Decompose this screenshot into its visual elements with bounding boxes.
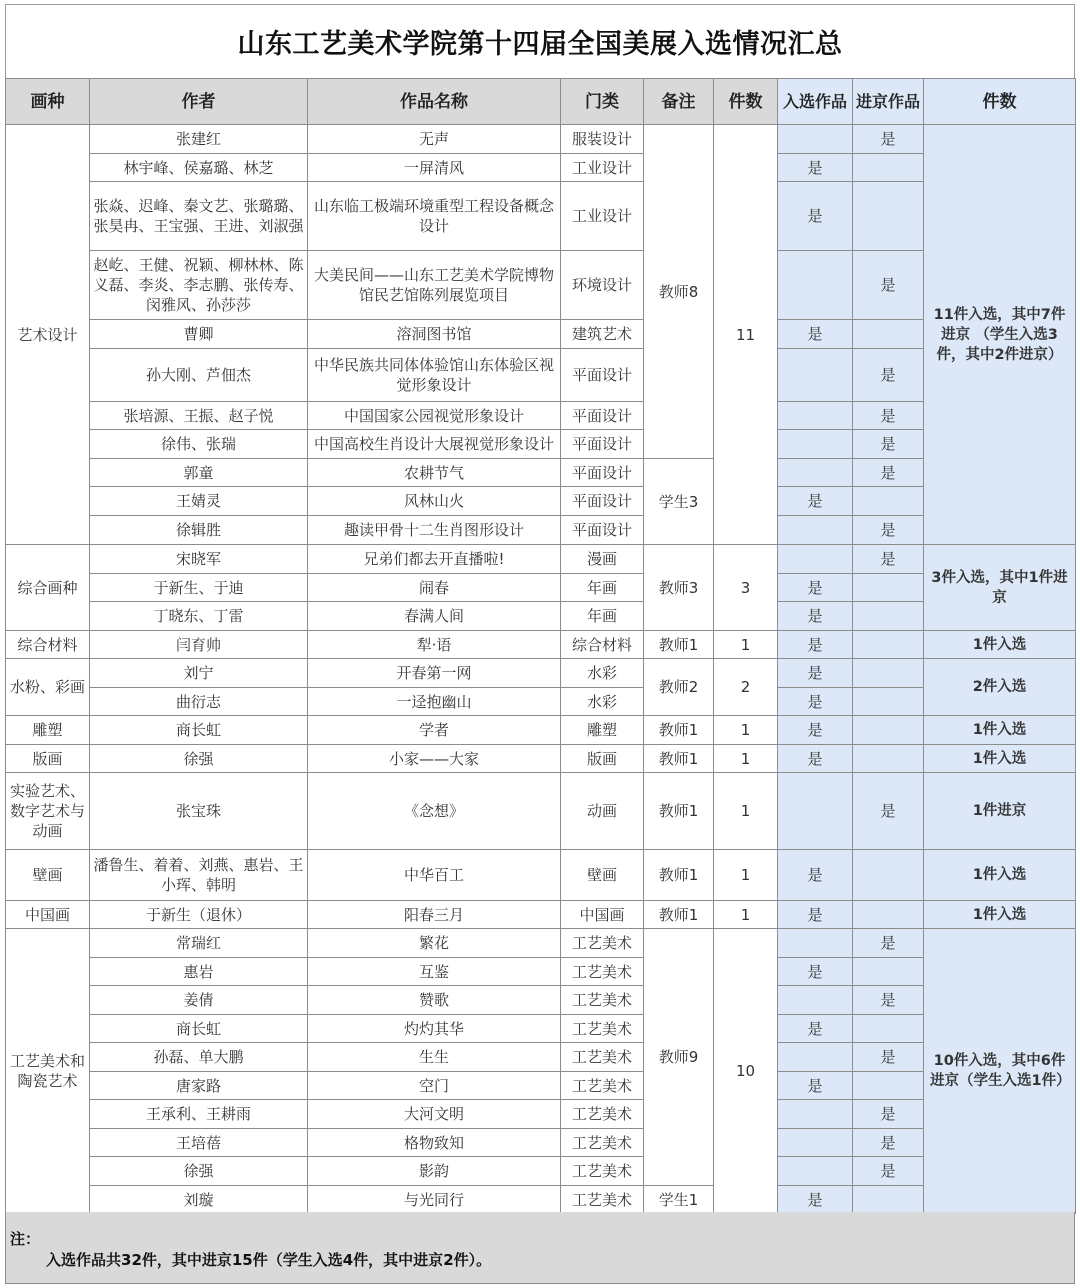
remark-cell: 教师1 [644, 716, 714, 745]
table-row [6, 574, 1076, 602]
summary-cell: 3件入选，其中1件进京 [924, 545, 1076, 631]
beijing-cell: 是 [853, 430, 924, 459]
beijing-cell [853, 716, 924, 745]
beijing-cell: 是 [853, 1100, 924, 1129]
selected-cell: 是 [778, 487, 853, 516]
remark-cell: 教师9 [644, 929, 714, 1186]
footnote-text: 入选作品共32件，其中进京15件（学生入选4件，其中进京2件）。 [46, 1251, 492, 1269]
table-row [6, 487, 1076, 516]
work-title-cell: 赞歌 [308, 986, 561, 1015]
table-row [6, 688, 1076, 716]
work-title-cell: 阳春三月 [308, 901, 561, 929]
summary-cell: 1件入选 [924, 631, 1076, 659]
category-cell: 平面设计 [561, 349, 644, 402]
footnote-label: 注： [10, 1230, 41, 1248]
work-title-cell: 与光同行 [308, 1186, 561, 1214]
table-row [6, 716, 1076, 745]
selected-cell [778, 349, 853, 402]
author-cell: 商长虹 [90, 716, 308, 745]
count-cell: 3 [714, 545, 778, 631]
genre-cell: 壁画 [6, 850, 90, 901]
author-cell: 于新生（退休） [90, 901, 308, 929]
beijing-cell: 是 [853, 402, 924, 430]
author-cell: 王培蓓 [90, 1129, 308, 1157]
beijing-cell [853, 1072, 924, 1100]
beijing-cell: 是 [853, 459, 924, 487]
selected-cell [778, 1043, 853, 1072]
table-row [6, 986, 1076, 1015]
header-selected: 入选作品 [778, 79, 853, 125]
author-cell: 闫育帅 [90, 631, 308, 659]
author-cell: 徐伟、张瑞 [90, 430, 308, 459]
selected-cell: 是 [778, 1015, 853, 1043]
count-cell: 1 [714, 850, 778, 901]
remark-cell: 教师8 [644, 125, 714, 459]
remark-cell: 教师1 [644, 773, 714, 850]
genre-cell: 中国画 [6, 901, 90, 929]
author-cell: 徐强 [90, 745, 308, 773]
work-title-cell: 一屏清风 [308, 154, 561, 182]
table-row [6, 745, 1076, 773]
selected-cell: 是 [778, 631, 853, 659]
table-row [6, 1100, 1076, 1129]
beijing-cell [853, 320, 924, 349]
author-cell: 于新生、于迪 [90, 574, 308, 602]
category-cell: 年画 [561, 602, 644, 631]
author-cell: 张培源、王振、赵子悦 [90, 402, 308, 430]
selected-cell: 是 [778, 1186, 853, 1214]
table-row [6, 958, 1076, 986]
category-cell: 漫画 [561, 545, 644, 574]
summary-cell: 1件入选 [924, 850, 1076, 901]
category-cell: 工艺美术 [561, 929, 644, 958]
work-title-cell: 互鉴 [308, 958, 561, 986]
remark-cell: 教师1 [644, 901, 714, 929]
work-title-cell: 兄弟们都去开直播啦! [308, 545, 561, 574]
table-row [6, 430, 1076, 459]
count-cell: 1 [714, 631, 778, 659]
category-cell: 环境设计 [561, 251, 644, 320]
work-title-cell: 空门 [308, 1072, 561, 1100]
count-cell: 1 [714, 716, 778, 745]
category-cell: 平面设计 [561, 430, 644, 459]
selected-cell: 是 [778, 716, 853, 745]
author-cell: 宋晓军 [90, 545, 308, 574]
count-cell: 2 [714, 659, 778, 716]
author-cell: 赵屹、王健、祝颖、柳林林、陈义磊、李炎、李志鹏、张传寿、闵雅风、孙莎莎 [90, 251, 308, 320]
selected-cell [778, 1157, 853, 1186]
table-row [6, 320, 1076, 349]
selected-cell: 是 [778, 901, 853, 929]
remark-cell: 教师1 [644, 850, 714, 901]
header-remark: 备注 [644, 79, 714, 125]
summary-cell: 1件入选 [924, 745, 1076, 773]
work-title-cell: 无声 [308, 125, 561, 154]
beijing-cell [853, 745, 924, 773]
work-title-cell: 灼灼其华 [308, 1015, 561, 1043]
category-cell: 雕塑 [561, 716, 644, 745]
selected-cell [778, 251, 853, 320]
count-cell: 1 [714, 745, 778, 773]
selected-cell [778, 516, 853, 545]
header-beijing: 进京作品 [853, 79, 924, 125]
genre-cell: 工艺美术和陶瓷艺术 [6, 929, 90, 1214]
table-row [6, 1129, 1076, 1157]
table-row [6, 1157, 1076, 1186]
work-title-cell: 小家——大家 [308, 745, 561, 773]
count-cell: 11 [714, 125, 778, 545]
author-cell: 刘宁 [90, 659, 308, 688]
selected-cell: 是 [778, 659, 853, 688]
work-title-cell: 《念想》 [308, 773, 561, 850]
header-work-title: 作品名称 [308, 79, 561, 125]
category-cell: 工业设计 [561, 182, 644, 251]
selected-cell [778, 459, 853, 487]
work-title-cell: 山东临工极端环境重型工程设备概念设计 [308, 182, 561, 251]
genre-cell: 艺术设计 [6, 125, 90, 545]
author-cell: 孙大刚、芦佃杰 [90, 349, 308, 402]
table-row [6, 516, 1076, 545]
genre-cell: 综合画种 [6, 545, 90, 631]
author-cell: 惠岩 [90, 958, 308, 986]
genre-cell: 水粉、彩画 [6, 659, 90, 716]
category-cell: 工业设计 [561, 154, 644, 182]
work-title-cell: 繁花 [308, 929, 561, 958]
header-count: 件数 [714, 79, 778, 125]
selected-cell [778, 773, 853, 850]
table-row [6, 850, 1076, 901]
count-cell: 10 [714, 929, 778, 1214]
author-cell: 孙磊、单大鹏 [90, 1043, 308, 1072]
category-cell: 工艺美术 [561, 1129, 644, 1157]
beijing-cell: 是 [853, 545, 924, 574]
category-cell: 工艺美术 [561, 1157, 644, 1186]
remark-cell: 学生1 [644, 1186, 714, 1214]
work-title-cell: 趣读甲骨十二生肖图形设计 [308, 516, 561, 545]
genre-cell: 综合材料 [6, 631, 90, 659]
genre-cell: 实验艺术、数字艺术与动画 [6, 773, 90, 850]
beijing-cell: 是 [853, 251, 924, 320]
author-cell: 徐辑胜 [90, 516, 308, 545]
work-title-cell: 风林山火 [308, 487, 561, 516]
genre-cell: 版画 [6, 745, 90, 773]
header-author: 作者 [90, 79, 308, 125]
selected-cell: 是 [778, 1072, 853, 1100]
work-title-cell: 生生 [308, 1043, 561, 1072]
selected-cell: 是 [778, 745, 853, 773]
work-title-cell: 影韵 [308, 1157, 561, 1186]
beijing-cell [853, 901, 924, 929]
work-title-cell: 中华百工 [308, 850, 561, 901]
summary-cell: 2件入选 [924, 659, 1076, 716]
work-title-cell: 大美民间——山东工艺美术学院博物馆民艺馆陈列展览项目 [308, 251, 561, 320]
footnote [5, 1212, 1075, 1284]
author-cell: 姜倩 [90, 986, 308, 1015]
selected-cell: 是 [778, 574, 853, 602]
category-cell: 工艺美术 [561, 958, 644, 986]
count-cell: 1 [714, 773, 778, 850]
table-row [6, 929, 1076, 958]
work-title-cell: 春满人间 [308, 602, 561, 631]
table-row [6, 901, 1076, 929]
genre-cell: 雕塑 [6, 716, 90, 745]
beijing-cell: 是 [853, 125, 924, 154]
category-cell: 服装设计 [561, 125, 644, 154]
selected-cell [778, 1100, 853, 1129]
category-cell: 年画 [561, 574, 644, 602]
author-cell: 张宝珠 [90, 773, 308, 850]
table-body [6, 125, 1076, 1214]
table-row [6, 545, 1076, 574]
summary-cell: 1件入选 [924, 716, 1076, 745]
table-row [6, 182, 1076, 251]
selected-cell: 是 [778, 154, 853, 182]
beijing-cell [853, 487, 924, 516]
category-cell: 综合材料 [561, 631, 644, 659]
beijing-cell: 是 [853, 1043, 924, 1072]
category-cell: 壁画 [561, 850, 644, 901]
work-title-cell: 大河文明 [308, 1100, 561, 1129]
work-title-cell: 中国高校生肖设计大展视觉形象设计 [308, 430, 561, 459]
table-row [6, 1015, 1076, 1043]
remark-cell: 教师1 [644, 631, 714, 659]
category-cell: 建筑艺术 [561, 320, 644, 349]
beijing-cell [853, 688, 924, 716]
category-cell: 工艺美术 [561, 986, 644, 1015]
author-cell: 商长虹 [90, 1015, 308, 1043]
beijing-cell [853, 602, 924, 631]
selected-cell [778, 430, 853, 459]
work-title-cell: 农耕节气 [308, 459, 561, 487]
selected-cell: 是 [778, 182, 853, 251]
remark-cell: 学生3 [644, 459, 714, 545]
work-title-cell: 溶洞图书馆 [308, 320, 561, 349]
author-cell: 张焱、迟峰、秦文艺、张璐璐、张昊冉、王宝强、王进、刘淑强 [90, 182, 308, 251]
category-cell: 工艺美术 [561, 1043, 644, 1072]
work-title-cell: 一迳抱幽山 [308, 688, 561, 716]
author-cell: 林宇峰、侯嘉璐、林芝 [90, 154, 308, 182]
category-cell: 工艺美术 [561, 1072, 644, 1100]
work-title-cell: 闹春 [308, 574, 561, 602]
beijing-cell: 是 [853, 1157, 924, 1186]
author-cell: 曹卿 [90, 320, 308, 349]
table-row [6, 659, 1076, 688]
category-cell: 版画 [561, 745, 644, 773]
document-title: 山东工艺美术学院第十四届全国美展入选情况汇总 [5, 4, 1075, 78]
beijing-cell [853, 1186, 924, 1214]
author-cell: 潘鲁生、着着、刘燕、惠岩、王小珲、韩明 [90, 850, 308, 901]
remark-cell: 教师2 [644, 659, 714, 716]
summary-cell: 10件入选，其中6件进京（学生入选1件） [924, 929, 1076, 1214]
work-title-cell: 学者 [308, 716, 561, 745]
beijing-cell: 是 [853, 1129, 924, 1157]
category-cell: 平面设计 [561, 516, 644, 545]
author-cell: 王承利、王耕雨 [90, 1100, 308, 1129]
beijing-cell [853, 958, 924, 986]
beijing-cell [853, 1015, 924, 1043]
summary-cell: 1件进京 [924, 773, 1076, 850]
beijing-cell: 是 [853, 986, 924, 1015]
table-row [6, 349, 1076, 402]
table-row [6, 631, 1076, 659]
author-cell: 常瑞红 [90, 929, 308, 958]
table-row [6, 154, 1076, 182]
remark-cell: 教师3 [644, 545, 714, 631]
header-summary-count: 件数 [924, 79, 1076, 125]
table-row [6, 459, 1076, 487]
beijing-cell: 是 [853, 516, 924, 545]
category-cell: 工艺美术 [561, 1015, 644, 1043]
author-cell: 王婧灵 [90, 487, 308, 516]
category-cell: 平面设计 [561, 402, 644, 430]
summary-cell: 11件入选，其中7件进京 （学生入选3件，其中2件进京） [924, 125, 1076, 545]
work-title-cell: 开春第一网 [308, 659, 561, 688]
work-title-cell: 犁·语 [308, 631, 561, 659]
selected-cell [778, 125, 853, 154]
category-cell: 工艺美术 [561, 1186, 644, 1214]
table-row [6, 402, 1076, 430]
category-cell: 中国画 [561, 901, 644, 929]
category-cell: 平面设计 [561, 487, 644, 516]
table-row [6, 1186, 1076, 1214]
table-row [6, 773, 1076, 850]
table-row [6, 125, 1076, 154]
author-cell: 唐家路 [90, 1072, 308, 1100]
beijing-cell [853, 182, 924, 251]
selected-cell: 是 [778, 320, 853, 349]
category-cell: 平面设计 [561, 459, 644, 487]
table-row [6, 602, 1076, 631]
author-cell: 郭童 [90, 459, 308, 487]
category-cell: 工艺美术 [561, 1100, 644, 1129]
count-cell: 1 [714, 901, 778, 929]
header-genre: 画种 [6, 79, 90, 125]
work-title-cell: 中国国家公园视觉形象设计 [308, 402, 561, 430]
selection-table [5, 78, 1076, 1214]
beijing-cell [853, 850, 924, 901]
beijing-cell [853, 631, 924, 659]
header-category: 门类 [561, 79, 644, 125]
table-row [6, 251, 1076, 320]
selected-cell [778, 545, 853, 574]
author-cell: 曲衍志 [90, 688, 308, 716]
beijing-cell [853, 659, 924, 688]
author-cell: 张建红 [90, 125, 308, 154]
beijing-cell: 是 [853, 349, 924, 402]
selected-cell: 是 [778, 688, 853, 716]
author-cell: 刘璇 [90, 1186, 308, 1214]
header-row [6, 79, 1076, 125]
selected-cell [778, 402, 853, 430]
summary-cell: 1件入选 [924, 901, 1076, 929]
selected-cell: 是 [778, 850, 853, 901]
beijing-cell [853, 154, 924, 182]
author-cell: 徐强 [90, 1157, 308, 1186]
remark-cell: 教师1 [644, 745, 714, 773]
beijing-cell: 是 [853, 773, 924, 850]
beijing-cell: 是 [853, 929, 924, 958]
selected-cell [778, 986, 853, 1015]
selected-cell: 是 [778, 958, 853, 986]
selected-cell [778, 929, 853, 958]
selected-cell [778, 1129, 853, 1157]
table-row [6, 1043, 1076, 1072]
selected-cell: 是 [778, 602, 853, 631]
table-row [6, 1072, 1076, 1100]
category-cell: 动画 [561, 773, 644, 850]
author-cell: 丁晓东、丁雷 [90, 602, 308, 631]
work-title-cell: 格物致知 [308, 1129, 561, 1157]
category-cell: 水彩 [561, 688, 644, 716]
beijing-cell [853, 574, 924, 602]
category-cell: 水彩 [561, 659, 644, 688]
work-title-cell: 中华民族共同体体验馆山东体验区视觉形象设计 [308, 349, 561, 402]
